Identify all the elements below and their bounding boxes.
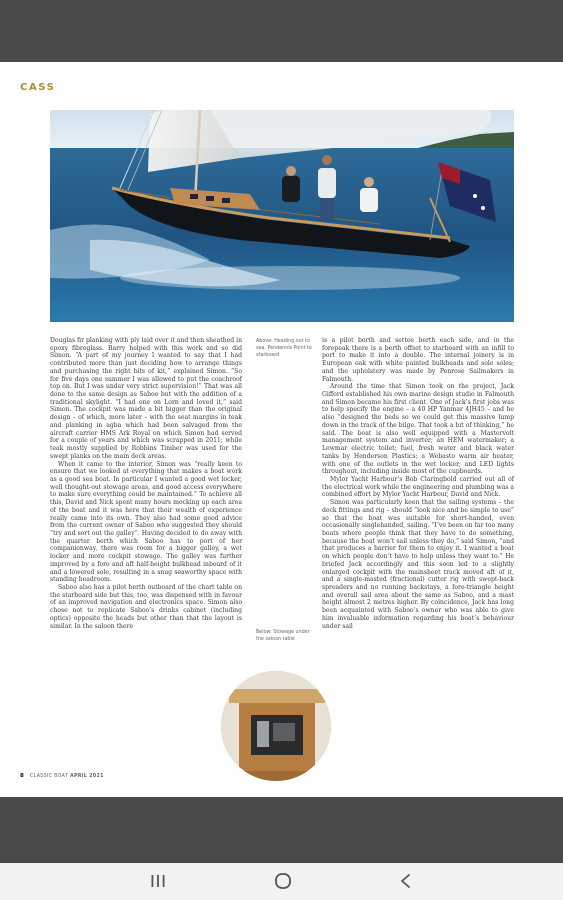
section-label: CASS: [20, 82, 56, 93]
paragraph: Mylor Yacht Harbour’s Bob Claringbold carried out all of the electrical work while the engineering and plumbing was a combined effort by Mylor Yacht Harbour, David and Nick.: [322, 475, 514, 499]
system-nav-bar: [0, 863, 563, 900]
paragraph: When it came to the interior, Simon was “really keen to ensure that we looked at everything that makes a boat work as a good sea boat. In particular I wanted a good wet locker, well thought-out stowage areas, and good access everywhere to make sure everything could be maintained.” To achieve all this, David and Nick spent many hours mocking up each area of the boat and it was here that their wealth of experience really came into its own. They also had some good advice from the current owner of Saboo who suggested they should “try and sort out the galley”. Having decided to do away with the quarter berth which Saboo has to port of her companionway, there was room for a bigger galley, a wet locker and more cockpit stowage. The galley was further improved by a fore and aft half-height bulkhead inboard of it and a lowered sole, resulting in a snug seaworthy space with standing headroom.: [50, 460, 242, 584]
paragraph: is a pilot berth and settee berth each side, and in the forepeak there is a berth offset to starboard with an infill to port to make it into a double. The internal joinery is in European oak with white painted bulkheads and sole soles; and the upholstery was made by Penrose Sailmakers in Falmouth.: [322, 337, 514, 383]
page-footer: [20, 773, 104, 779]
paragraph: Simon was particularly keen that the sailing systems – the deck fittings and rig – should “look nice and be simple to use” so that the boat was suitable for short-handed, even occasionally singlehanded, sailing. “I’ve been on far too many boats where people think that they have to do something, because the boat won’t sail unless they do,” said Simon, “and that produces a barrier for them to enjoy it. I wanted a boat on which people don’t have to help unless they want to.” He briefed Jack accordingly and this soon led to a slightly enlarged cockpit with the mainsheet track moved aft of it, and a single-masted (fractional) cutter rig with swept-back spreaders and no running backstays, a fore-triangle height and overall sail area about the same as Saboo, and a mast height almost 2 metres higher. By coincidence, Jack has long been acquainted with Saboo’s owner who was able to give him invaluable information regarding his boat’s behaviour under sail: [322, 499, 514, 630]
paragraph: Douglas fir planking with ply laid over it and then sheathed in epoxy fibreglass. Barry helped with this work and so did Simon. “A part of my journey I wanted to say that I had contributed more than just deciding how to arrange things and purchasing the right bits of kit,” explained Simon. “So for five days one summer I was allowed to put the coachroof top on. But I was under very strict supervision!” That was all done to the same design as Saboo but with the addition of a traditional skylight. “I had one on Lorn and loved it,” said Simon. The cockpit was made a bit bigger than the original design – of which, more later – with the seat margins in teak and planking in agba which had been salvaged from the aircraft carrier HMS Ark Royal on which Simon had served for a couple of years and which was scrapped in 2011; while teak mostly supplied by Robbins Timber was used for the swept planks on the main deck areas.: [50, 337, 242, 460]
paragraph: Saboo also has a pilot berth outboard of the chart table on the starboard side but this, too, was dispensed with in favour of an improved navigation and electronics space. Simon also chose not to replicate Saboo’s drinks cabinet (including optics) opposite the heads but other than that the layout is similar. In the saloon there: [50, 584, 242, 630]
caption-top: Above: Heading out to sea, Pendennis Point to starboard: [256, 339, 312, 358]
paragraph: Around the time that Simon took on the project, Jack Gifford established his own marine design studio in Falmouth and Simon became his first client. One of Jack’s first jobs was to help specify the engine – a 40 HP Yanmar 4JH45 – and he also “designed the beds so we could get this massive lump down in the track of the bilge. That took a bit of thinking,” he said. The boat is also well equipped with a Mastervolt management system and inverter; an HEM watermaker; a Lewmar electric toilet; fuel, fresh water and black water tanks by Henderson Plastics; a Webasto warm air heater, with one of the outlets in the wet locker; and LED lights throughout, including inside most of the cupboards.: [322, 383, 514, 476]
home-icon: [268, 869, 298, 893]
issue-date: APRIL 2021: [69, 774, 104, 779]
reader-background: [0, 797, 563, 863]
magazine-page[interactable]: [0, 62, 563, 797]
home-button[interactable]: [268, 869, 298, 893]
recent-apps-icon: [143, 869, 173, 893]
article-column-right: [322, 337, 514, 630]
back-button[interactable]: [391, 869, 421, 893]
back-icon: [391, 869, 421, 893]
top-bar: [0, 0, 563, 62]
article-column-left: [50, 337, 242, 630]
recent-apps-button[interactable]: [143, 869, 173, 893]
magazine-name: CLASSIC BOAT: [29, 774, 69, 779]
page-number: 8: [20, 773, 25, 779]
caption-bottom: Below: Stowage under the saloon table: [256, 630, 310, 642]
stowage-photo: [221, 671, 331, 781]
sailing-yacht-photo: [50, 110, 514, 322]
